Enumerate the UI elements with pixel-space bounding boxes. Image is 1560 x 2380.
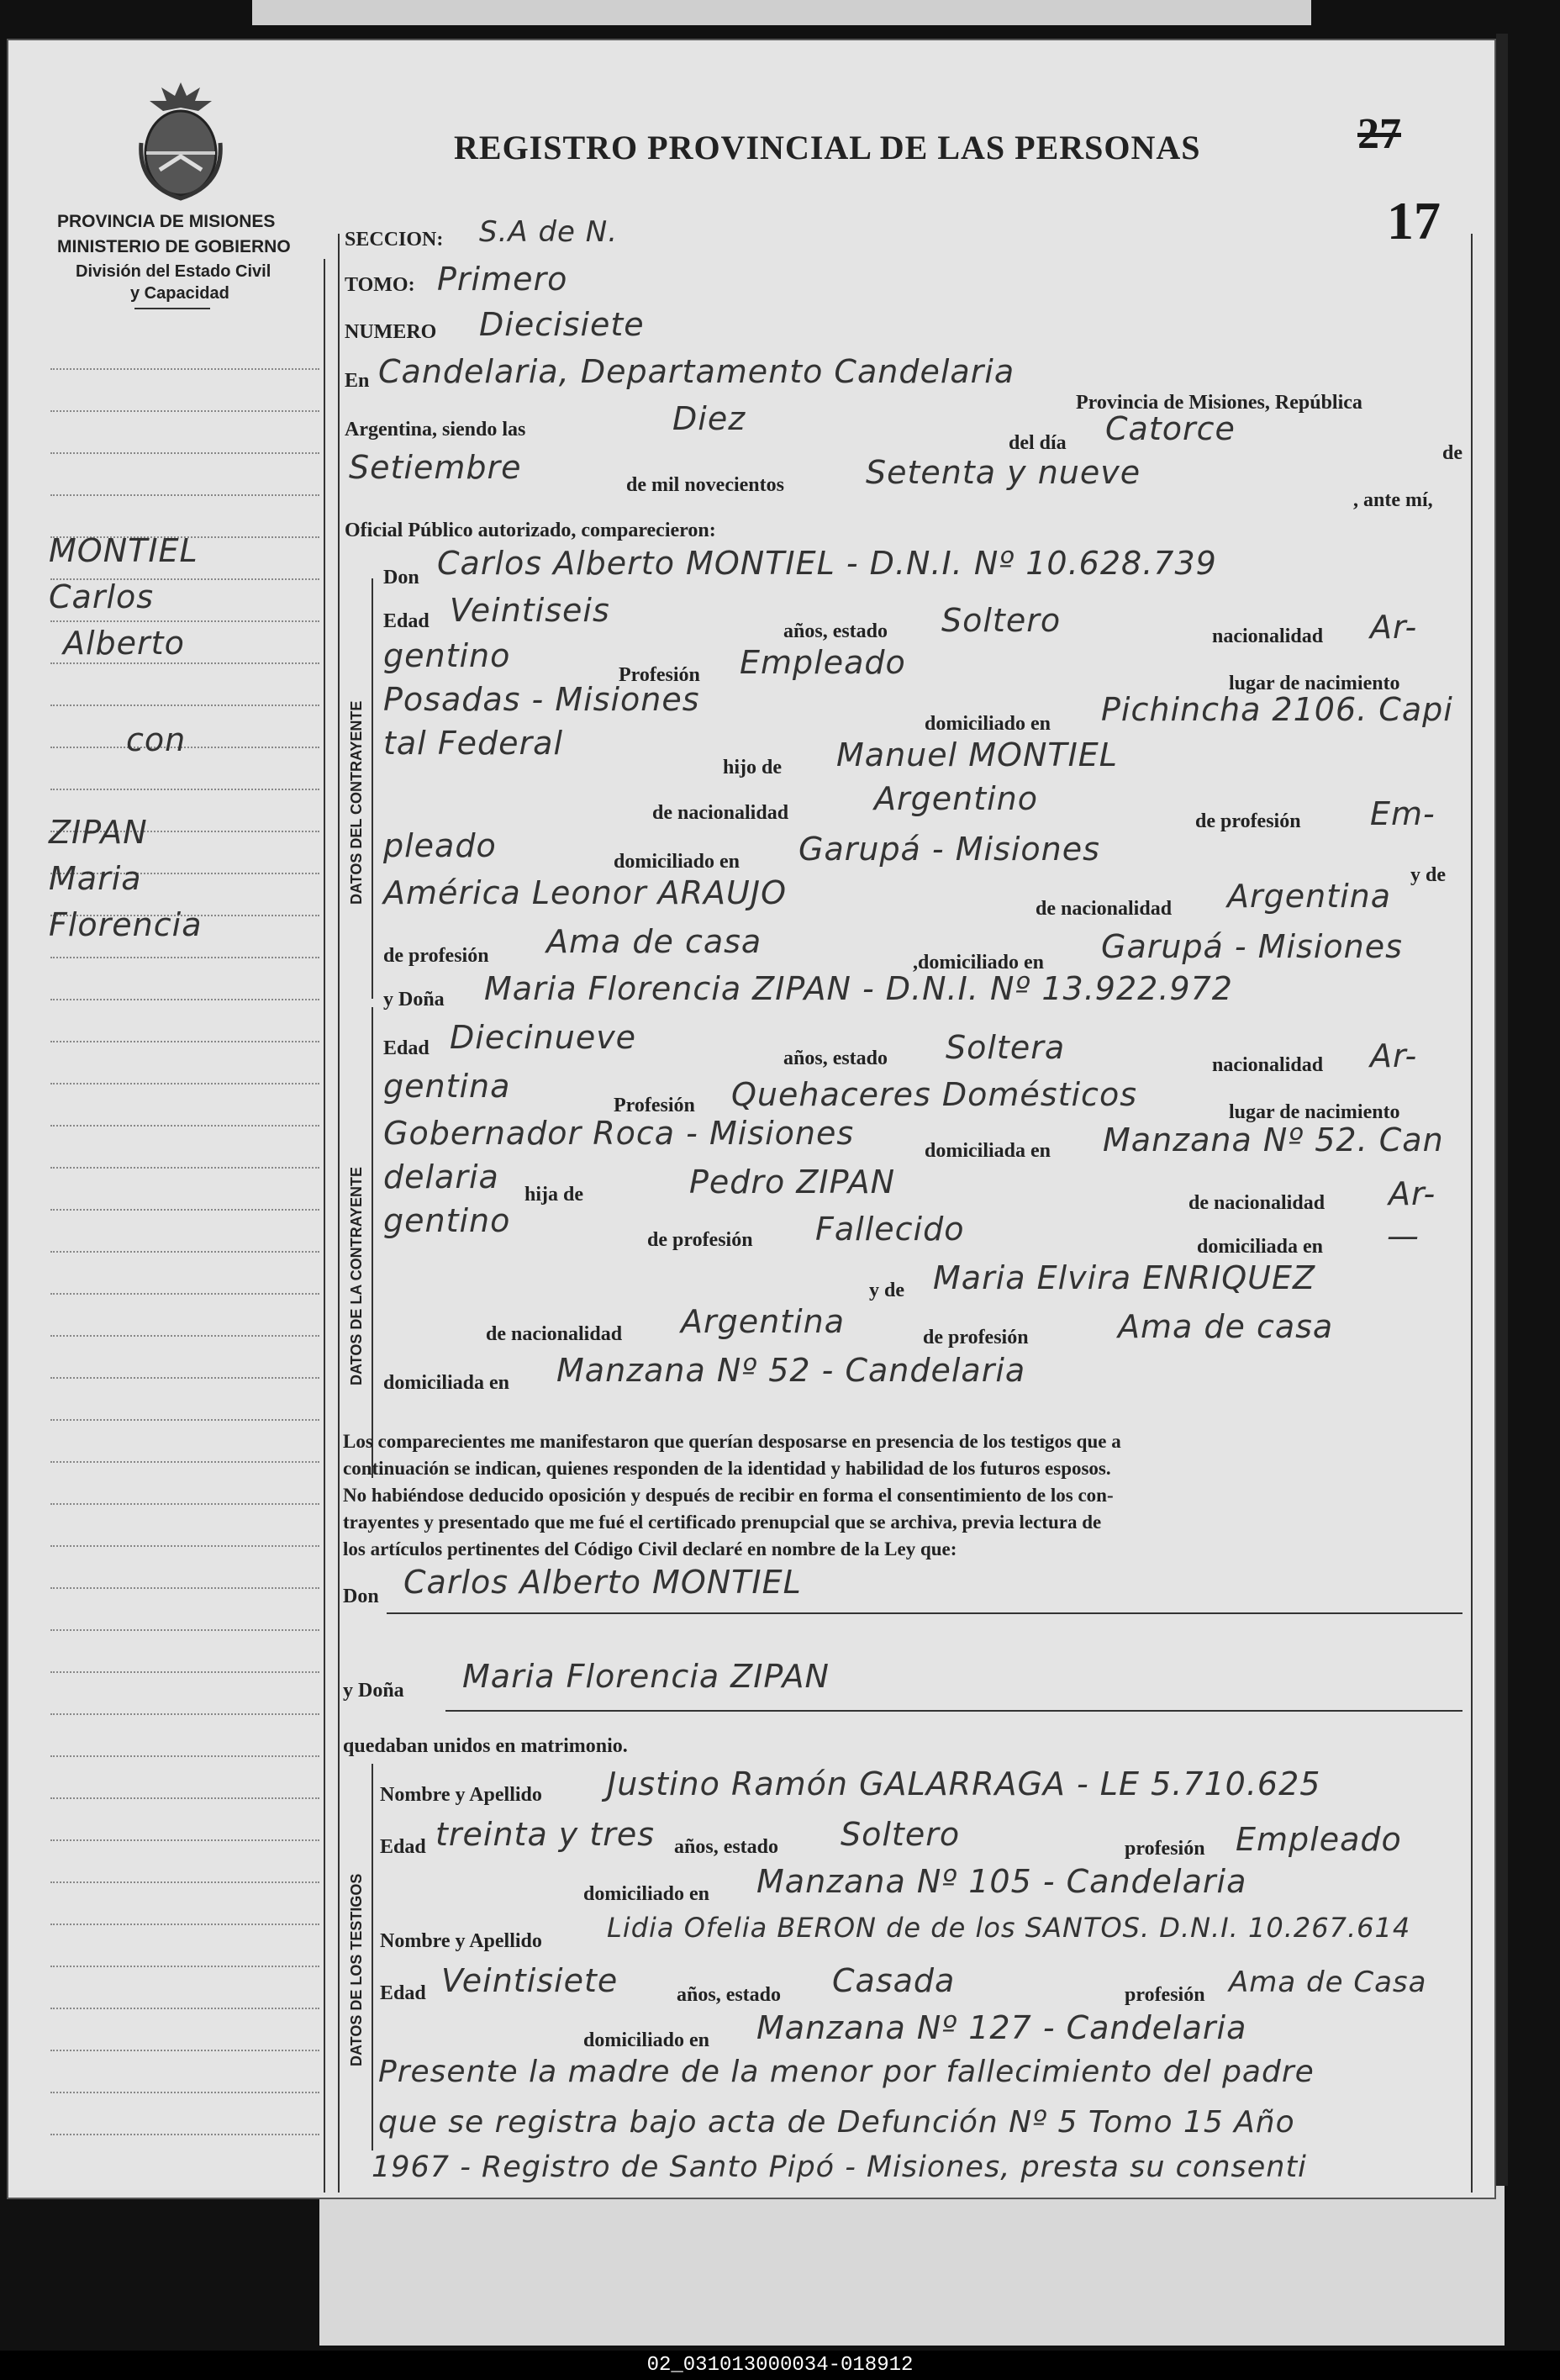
lugar-label: lugar de nacimiento xyxy=(1229,1101,1400,1123)
prof-label: profesión xyxy=(1125,1838,1205,1860)
bride-nac-1: Ar- xyxy=(1370,1037,1418,1074)
witness-2-prof: Ama de Casa xyxy=(1229,1966,1427,1999)
witness-1-estado: Soltero xyxy=(841,1816,961,1853)
groom-mother-nac: Argentina xyxy=(1227,878,1392,915)
nac-label: nacionalidad xyxy=(1212,1054,1324,1076)
mother-prof-label: de profesión xyxy=(383,945,489,967)
name-label: Nombre y Apellido xyxy=(380,1784,542,1806)
witness-2-age: Veintisiete xyxy=(441,1962,619,1999)
margin-note-line: ZIPAN xyxy=(49,814,148,851)
groom-father-dom: Garupá - Misiones xyxy=(798,831,1100,868)
witness-2-dom: Manzana Nº 127 - Candelaria xyxy=(756,2009,1247,2046)
margin-note-line: con xyxy=(126,721,187,758)
bride-father: Pedro ZIPAN xyxy=(689,1164,896,1201)
bride-nac-2: gentina xyxy=(383,1068,511,1105)
mother-dom-label: ,domiciliado en xyxy=(913,952,1045,974)
statement-bride: Maria Florencia ZIPAN xyxy=(462,1658,830,1695)
y-de-label: y de xyxy=(1410,864,1446,886)
anos-label: años, estado xyxy=(674,1836,779,1858)
dom-label: domiciliada en xyxy=(925,1140,1051,1162)
anos-label: años, estado xyxy=(783,620,888,642)
margin-note-line: Florencia xyxy=(49,906,203,943)
margin-note-line: Alberto xyxy=(63,625,185,662)
day-value: Catorce xyxy=(1105,410,1236,447)
bride-birthplace: Gobernador Roca - Misiones xyxy=(383,1115,855,1152)
hour-value: Diez xyxy=(672,400,746,437)
mother-nac-label: de nacionalidad xyxy=(1036,898,1173,920)
mother-prof-label: de profesión xyxy=(923,1327,1029,1348)
groom-age: Veintiseis xyxy=(450,592,610,629)
bride-estado: Soltera xyxy=(946,1029,1066,1066)
witness-2-estado: Casada xyxy=(832,1962,956,1999)
witness-1-prof: Empleado xyxy=(1236,1821,1402,1858)
margin-remark-line: 1967 - Registro de Santo Pipó - Misiones, presta su consenti xyxy=(372,2150,1307,2184)
argentina-label: Argentina, siendo las xyxy=(345,419,526,441)
groom-address-1: Pichincha 2106. Capi xyxy=(1101,691,1453,728)
anos-label: años, estado xyxy=(783,1048,888,1069)
statement-line: trayentes y presentado que me fué el certificado prenupcial que se archiva, previa lectura de xyxy=(343,1512,1102,1533)
place-value: Candelaria, Departamento Candelaria xyxy=(378,353,1015,390)
margin-note-line: Maria xyxy=(49,860,142,897)
witness-2-name: Lidia Ofelia BERON de de los SANTOS. D.N.I. 10.267.614 xyxy=(607,1912,1411,1944)
statement-line: los artículos pertinentes del Código Civil declaré en nombre de la Ley que: xyxy=(343,1538,957,1559)
bride-mother-dom: Manzana Nº 52 - Candelaria xyxy=(556,1352,1026,1389)
don-label: Don xyxy=(343,1586,379,1607)
father-nac-label: de nacionalidad xyxy=(652,802,789,824)
bride-address-1: Manzana Nº 52. Can xyxy=(1103,1121,1444,1158)
bride-profession: Quehaceres Domésticos xyxy=(731,1076,1137,1113)
dom-label: domiciliado en xyxy=(583,2029,710,2051)
bride-father-nac-1: Ar- xyxy=(1389,1175,1436,1212)
dom-label: domiciliado en xyxy=(925,713,1051,735)
groom-mother-prof: Ama de casa xyxy=(546,923,762,960)
witness-1-age: treinta y tres xyxy=(435,1816,656,1853)
bride-father-prof: Fallecido xyxy=(815,1211,965,1248)
mil-label: de mil novecientos xyxy=(626,474,784,496)
old-page-number: 27 xyxy=(1357,110,1401,158)
dona-label: y Doña xyxy=(383,989,445,1011)
nac-label: nacionalidad xyxy=(1212,625,1324,647)
province-label: PROVINCIA DE MISIONES xyxy=(57,212,276,231)
hijo-label: hijo de xyxy=(723,757,783,778)
de-label: de xyxy=(1442,442,1462,464)
coat-of-arms-icon xyxy=(134,76,227,202)
groom-father: Manuel MONTIEL xyxy=(836,736,1118,773)
hija-label: hija de xyxy=(524,1184,584,1206)
closing-text: quedaban unidos en matrimonio. xyxy=(343,1735,628,1757)
groom-mother-dom: Garupá - Misiones xyxy=(1101,928,1403,965)
father-nac-label: de nacionalidad xyxy=(1188,1192,1325,1214)
margin-note-line: Carlos xyxy=(49,578,155,615)
margin-note-line: MONTIEL xyxy=(49,532,198,569)
dom-label: domiciliado en xyxy=(583,1883,710,1905)
numero-value: Diecisiete xyxy=(479,306,645,343)
ministry-label: MINISTERIO DE GOBIERNO xyxy=(57,237,291,256)
bride-father-nac-2: gentino xyxy=(383,1202,511,1239)
top-page-edge xyxy=(252,0,1311,25)
anos-label: años, estado xyxy=(677,1984,782,2006)
bride-section-label: DATOS DE LA CONTRAYENTE xyxy=(348,1166,365,1385)
book-spine xyxy=(1496,34,1508,2186)
ante-label: , ante mí, xyxy=(1353,489,1433,511)
groom-section-label: DATOS DEL CONTRAYENTE xyxy=(348,700,365,905)
prof-label: Profesión xyxy=(619,664,700,686)
bride-name: Maria Florencia ZIPAN - D.N.I. Nº 13.922.972 xyxy=(484,970,1233,1007)
register-page xyxy=(7,39,1496,2199)
prof-label: profesión xyxy=(1125,1984,1205,2006)
bride-mother-nac: Argentina xyxy=(681,1303,846,1340)
margin-remark-line: que se registra bajo acta de Defunción Nº 5 Tomo 15 Año xyxy=(378,2105,1295,2140)
numero-label: NUMERO xyxy=(345,321,437,343)
file-caption: 02_031013000034-018912 xyxy=(0,2351,1560,2380)
mother-nac-label: de nacionalidad xyxy=(486,1323,623,1345)
seccion-label: SECCION: xyxy=(345,229,444,251)
bride-address-2: delaria xyxy=(383,1158,499,1195)
groom-profession: Empleado xyxy=(740,644,906,681)
y-de-label: y de xyxy=(869,1280,904,1301)
dona-label: y Doña xyxy=(343,1680,404,1702)
witness-1-name: Justino Ramón GALARRAGA - LE 5.710.625 xyxy=(607,1765,1321,1802)
month-value: Setiembre xyxy=(349,449,522,486)
groom-estado: Soltero xyxy=(941,602,1062,639)
groom-father-prof-2: pleado xyxy=(383,827,497,864)
groom-name: Carlos Alberto MONTIEL - D.N.I. Nº 10.628.739 xyxy=(437,545,1217,582)
groom-birthplace: Posadas - Misiones xyxy=(383,681,700,718)
del-dia-label: del día xyxy=(1009,432,1067,454)
name-label: Nombre y Apellido xyxy=(380,1930,542,1952)
statement-groom: Carlos Alberto MONTIEL xyxy=(403,1564,802,1601)
provincia-label: Provincia de Misiones, República xyxy=(1076,392,1362,414)
statement-line: continuación se indican, quienes responden de la identidad y habilidad de los futuros esposos. xyxy=(343,1458,1111,1479)
bride-mother: Maria Elvira ENRIQUEZ xyxy=(933,1259,1316,1296)
statement-line: Los comparecientes me manifestaron que querían desposarse en presencia de los testigos que a xyxy=(343,1431,1121,1452)
groom-nac-1: Ar- xyxy=(1370,609,1418,646)
page-title: REGISTRO PROVINCIAL DE LAS PERSONAS xyxy=(454,129,1201,166)
mother-dom-label: domiciliada en xyxy=(383,1372,510,1394)
year-value: Setenta y nueve xyxy=(866,454,1141,491)
groom-address-2: tal Federal xyxy=(383,725,564,762)
father-dom-label: domiciliada en xyxy=(1197,1236,1324,1258)
bride-mother-prof: Ama de casa xyxy=(1118,1308,1334,1345)
tomo-label: TOMO: xyxy=(345,274,415,296)
father-prof-label: de profesión xyxy=(647,1229,753,1251)
tomo-value: Primero xyxy=(437,261,568,298)
edad-label: Edad xyxy=(383,610,430,632)
groom-father-prof-1: Em- xyxy=(1370,795,1436,832)
lugar-label: lugar de nacimiento xyxy=(1229,673,1400,694)
edad-label: Edad xyxy=(380,1836,426,1858)
witness-1-dom: Manzana Nº 105 - Candelaria xyxy=(756,1863,1247,1900)
bride-age: Diecinueve xyxy=(450,1019,637,1056)
oficial-label: Oficial Público autorizado, comparecieron: xyxy=(345,520,716,541)
father-dom-label: domiciliado en xyxy=(614,851,740,873)
seccion-value: S.A de N. xyxy=(479,215,619,249)
groom-mother: América Leonor ARAUJO xyxy=(383,874,787,911)
groom-father-nac: Argentino xyxy=(874,780,1038,817)
statement-line: No habiéndose deducido oposición y después de recibir en forma el consentimiento de los con- xyxy=(343,1485,1114,1506)
groom-nac-2: gentino xyxy=(383,637,511,674)
bride-father-dom: — xyxy=(1387,1217,1420,1254)
edad-label: Edad xyxy=(380,1982,426,2004)
division-label-2: y Capacidad xyxy=(130,284,229,303)
prof-label: Profesión xyxy=(614,1095,695,1116)
division-label: División del Estado Civil xyxy=(76,262,271,281)
margin-remark-line: Presente la madre de la menor por fallecimiento del padre xyxy=(378,2055,1315,2089)
don-label: Don xyxy=(383,567,419,588)
father-prof-label: de profesión xyxy=(1195,810,1301,832)
edad-label: Edad xyxy=(383,1037,430,1059)
page-number: 17 xyxy=(1387,191,1441,251)
witnesses-section-label: DATOS DE LOS TESTIGOS xyxy=(348,1873,365,2066)
en-label: En xyxy=(345,370,370,392)
